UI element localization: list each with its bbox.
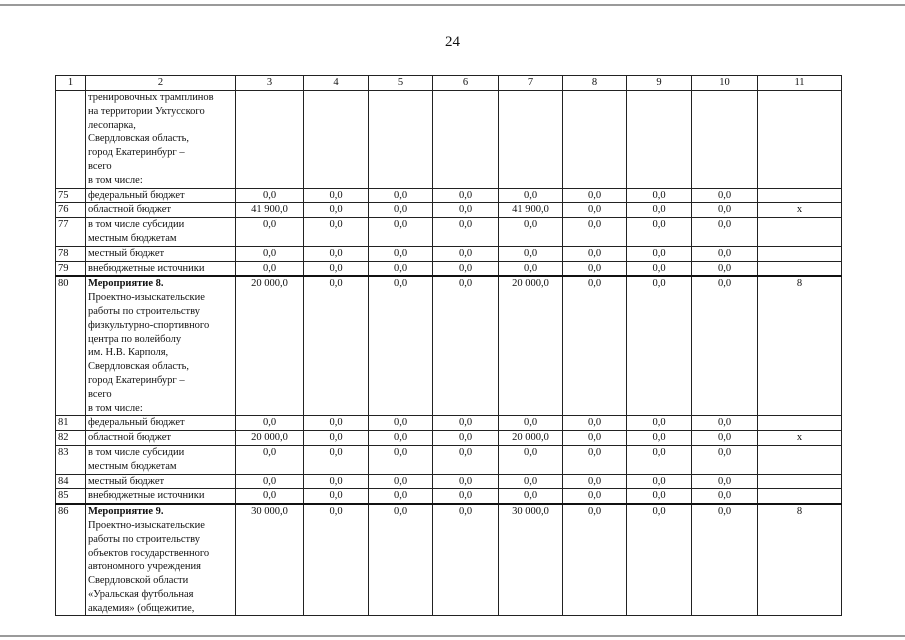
amount-cell: 0,0 — [499, 218, 563, 247]
amount-cell: 0,0 — [499, 188, 563, 203]
amount-cell — [627, 91, 692, 189]
target-indicator-cell — [758, 246, 842, 261]
amount-cell: 0,0 — [369, 203, 433, 218]
row-number: 77 — [56, 218, 86, 247]
target-indicator-cell — [758, 188, 842, 203]
target-indicator-cell: 8 — [758, 504, 842, 616]
target-indicator-cell — [758, 416, 842, 431]
amount-cell: 0,0 — [627, 445, 692, 474]
target-indicator-cell — [758, 445, 842, 474]
description-line: федеральный бюджет — [88, 189, 185, 201]
row-number: 80 — [56, 276, 86, 415]
amount-cell: 0,0 — [563, 474, 627, 489]
amount-cell: 0,0 — [369, 504, 433, 616]
amount-cell: 0,0 — [369, 416, 433, 431]
amount-cell: 20 000,0 — [236, 276, 304, 415]
amount-cell: 0,0 — [433, 276, 499, 415]
amount-cell: 0,0 — [433, 218, 499, 247]
amount-cell: 0,0 — [433, 489, 499, 504]
amount-cell: 0,0 — [304, 416, 369, 431]
row-description — [86, 416, 236, 431]
row-number: 86 — [56, 504, 86, 616]
amount-cell: 0,0 — [692, 504, 758, 616]
amount-cell: 0,0 — [433, 474, 499, 489]
table-row — [56, 203, 842, 218]
amount-cell: 0,0 — [499, 474, 563, 489]
amount-cell: 0,0 — [236, 416, 304, 431]
budget-table — [55, 75, 842, 616]
description-line: на территории Уктусского — [88, 105, 205, 117]
description-line: Проектно-изыскательские — [88, 292, 205, 304]
description-line: город Екатеринбург – — [88, 147, 185, 159]
amount-cell: 0,0 — [563, 218, 627, 247]
column-header: 6 — [433, 76, 499, 91]
amount-cell: 0,0 — [499, 261, 563, 276]
row-description — [86, 504, 236, 616]
description-line: в том числе субсидии — [88, 446, 185, 458]
table-body — [56, 91, 842, 616]
target-indicator-cell: х — [758, 431, 842, 446]
amount-cell: 0,0 — [627, 218, 692, 247]
row-description — [86, 91, 236, 189]
amount-cell: 41 900,0 — [499, 203, 563, 218]
description-line: лесопарка, — [88, 119, 136, 131]
target-indicator-cell — [758, 474, 842, 489]
column-header: 5 — [369, 76, 433, 91]
column-header: 7 — [499, 76, 563, 91]
amount-cell: 0,0 — [304, 218, 369, 247]
amount-cell: 0,0 — [563, 416, 627, 431]
amount-cell: 0,0 — [369, 474, 433, 489]
description-line: Свердловской области — [88, 575, 189, 587]
description-line: тренировочных трамплинов — [88, 92, 214, 103]
row-number: 78 — [56, 246, 86, 261]
description-line: работы по строительству — [88, 305, 200, 317]
row-number: 84 — [56, 474, 86, 489]
amount-cell: 0,0 — [563, 504, 627, 616]
amount-cell: 0,0 — [236, 445, 304, 474]
amount-cell — [433, 91, 499, 189]
description-line: областной бюджет — [88, 432, 171, 444]
table-row — [56, 504, 842, 616]
scan-bottom-edge — [0, 635, 905, 637]
target-indicator-cell — [758, 91, 842, 189]
table-row — [56, 246, 842, 261]
description-line: «Уральская футбольная — [88, 588, 194, 600]
amount-cell: 0,0 — [304, 504, 369, 616]
amount-cell: 0,0 — [433, 431, 499, 446]
row-number: 81 — [56, 416, 86, 431]
description-line: академия» (общежитие, — [88, 602, 195, 614]
column-header: 8 — [563, 76, 627, 91]
amount-cell: 0,0 — [304, 474, 369, 489]
amount-cell: 20 000,0 — [236, 431, 304, 446]
amount-cell: 0,0 — [627, 246, 692, 261]
amount-cell: 0,0 — [433, 416, 499, 431]
amount-cell: 0,0 — [563, 188, 627, 203]
amount-cell: 0,0 — [369, 218, 433, 247]
description-line: город Екатеринбург – — [88, 374, 185, 386]
description-line: внебюджетные источники — [88, 490, 205, 502]
description-line: автономного учреждения — [88, 561, 201, 573]
row-description — [86, 188, 236, 203]
description-line: в том числе: — [88, 402, 143, 414]
target-indicator-cell — [758, 218, 842, 247]
row-description — [86, 489, 236, 504]
amount-cell: 0,0 — [236, 246, 304, 261]
description-line: физкультурно-спортивного — [88, 319, 210, 331]
description-line: Проектно-изыскательские — [88, 519, 205, 531]
amount-cell: 0,0 — [369, 431, 433, 446]
amount-cell: 0,0 — [627, 504, 692, 616]
table-row — [56, 416, 842, 431]
amount-cell: 0,0 — [369, 445, 433, 474]
description-line: центра по волейболу — [88, 333, 182, 345]
amount-cell: 0,0 — [692, 261, 758, 276]
row-number — [56, 91, 86, 189]
description-line: работы по строительству — [88, 533, 200, 545]
column-header: 4 — [304, 76, 369, 91]
amount-cell — [692, 91, 758, 189]
amount-cell: 0,0 — [563, 261, 627, 276]
description-line: областной бюджет — [88, 204, 171, 216]
table-row — [56, 474, 842, 489]
table-row — [56, 188, 842, 203]
amount-cell: 0,0 — [563, 445, 627, 474]
column-header: 11 — [758, 76, 842, 91]
amount-cell: 0,0 — [692, 416, 758, 431]
amount-cell: 41 900,0 — [236, 203, 304, 218]
measure-title: Мероприятие 8. — [88, 278, 164, 290]
amount-cell: 0,0 — [304, 188, 369, 203]
table-row — [56, 489, 842, 504]
row-description — [86, 276, 236, 415]
target-indicator-cell: х — [758, 203, 842, 218]
amount-cell: 0,0 — [563, 203, 627, 218]
amount-cell: 0,0 — [236, 261, 304, 276]
amount-cell: 20 000,0 — [499, 431, 563, 446]
amount-cell: 0,0 — [236, 489, 304, 504]
amount-cell: 0,0 — [369, 489, 433, 504]
amount-cell: 0,0 — [627, 203, 692, 218]
amount-cell: 0,0 — [433, 246, 499, 261]
row-description — [86, 261, 236, 276]
amount-cell: 0,0 — [692, 203, 758, 218]
row-number: 76 — [56, 203, 86, 218]
amount-cell: 0,0 — [304, 261, 369, 276]
amount-cell: 0,0 — [692, 218, 758, 247]
amount-cell: 0,0 — [369, 276, 433, 415]
description-line: внебюджетные источники — [88, 262, 205, 274]
amount-cell: 0,0 — [627, 474, 692, 489]
description-line: федеральный бюджет — [88, 417, 185, 429]
amount-cell: 0,0 — [627, 431, 692, 446]
row-number: 79 — [56, 261, 86, 276]
row-description — [86, 445, 236, 474]
column-header: 10 — [692, 76, 758, 91]
amount-cell: 0,0 — [304, 276, 369, 415]
amount-cell: 0,0 — [304, 489, 369, 504]
description-line: местный бюджет — [88, 475, 165, 487]
table-row — [56, 261, 842, 276]
amount-cell: 0,0 — [236, 188, 304, 203]
amount-cell: 0,0 — [304, 246, 369, 261]
column-header: 1 — [56, 76, 86, 91]
amount-cell: 0,0 — [692, 474, 758, 489]
table-row — [56, 276, 842, 415]
amount-cell: 0,0 — [563, 431, 627, 446]
amount-cell: 0,0 — [692, 489, 758, 504]
description-line: всего — [88, 388, 112, 400]
description-line: объектов государственного — [88, 547, 210, 559]
description-line: в том числе: — [88, 174, 143, 186]
amount-cell: 0,0 — [236, 474, 304, 489]
description-line: Свердловская область, — [88, 361, 190, 373]
amount-cell: 0,0 — [304, 431, 369, 446]
measure-title: Мероприятие 9. — [88, 506, 164, 518]
row-number: 75 — [56, 188, 86, 203]
row-description — [86, 218, 236, 247]
amount-cell: 30 000,0 — [236, 504, 304, 616]
amount-cell: 0,0 — [563, 276, 627, 415]
amount-cell: 0,0 — [627, 489, 692, 504]
amount-cell: 0,0 — [369, 188, 433, 203]
table-row — [56, 218, 842, 247]
amount-cell: 0,0 — [369, 246, 433, 261]
description-line: местным бюджетам — [88, 232, 177, 244]
column-header: 3 — [236, 76, 304, 91]
row-number: 82 — [56, 431, 86, 446]
scan-top-edge — [0, 4, 905, 6]
amount-cell: 0,0 — [627, 276, 692, 415]
column-header: 9 — [627, 76, 692, 91]
amount-cell: 0,0 — [692, 445, 758, 474]
amount-cell: 0,0 — [433, 188, 499, 203]
amount-cell: 0,0 — [236, 218, 304, 247]
amount-cell: 0,0 — [304, 445, 369, 474]
description-line: им. Н.В. Карполя, — [88, 347, 169, 359]
amount-cell: 0,0 — [692, 246, 758, 261]
target-indicator-cell: 8 — [758, 276, 842, 415]
amount-cell: 20 000,0 — [499, 276, 563, 415]
amount-cell: 0,0 — [499, 246, 563, 261]
amount-cell: 0,0 — [304, 203, 369, 218]
amount-cell: 0,0 — [563, 489, 627, 504]
description-line: Свердловская область, — [88, 133, 190, 145]
table-row — [56, 91, 842, 189]
amount-cell: 0,0 — [433, 504, 499, 616]
amount-cell: 0,0 — [433, 445, 499, 474]
amount-cell: 0,0 — [692, 431, 758, 446]
amount-cell: 0,0 — [499, 445, 563, 474]
target-indicator-cell — [758, 261, 842, 276]
amount-cell: 0,0 — [627, 261, 692, 276]
target-indicator-cell — [758, 489, 842, 504]
amount-cell: 0,0 — [563, 246, 627, 261]
header-row — [56, 76, 842, 91]
description-line: всего — [88, 160, 112, 172]
description-line: местный бюджет — [88, 247, 165, 259]
row-description — [86, 246, 236, 261]
amount-cell — [369, 91, 433, 189]
amount-cell — [304, 91, 369, 189]
amount-cell: 0,0 — [627, 416, 692, 431]
amount-cell: 30 000,0 — [499, 504, 563, 616]
amount-cell: 0,0 — [433, 261, 499, 276]
row-number: 85 — [56, 489, 86, 504]
amount-cell: 0,0 — [433, 203, 499, 218]
amount-cell — [236, 91, 304, 189]
page-number: 24 — [445, 34, 460, 50]
row-description — [86, 431, 236, 446]
amount-cell: 0,0 — [692, 276, 758, 415]
row-number: 83 — [56, 445, 86, 474]
amount-cell — [499, 91, 563, 189]
amount-cell: 0,0 — [499, 416, 563, 431]
description-line: в том числе субсидии — [88, 219, 185, 231]
table-row — [56, 431, 842, 446]
table-row — [56, 445, 842, 474]
description-line: местным бюджетам — [88, 460, 177, 472]
column-header: 2 — [86, 76, 236, 91]
amount-cell: 0,0 — [499, 489, 563, 504]
row-description — [86, 474, 236, 489]
row-description — [86, 203, 236, 218]
amount-cell: 0,0 — [369, 261, 433, 276]
amount-cell — [563, 91, 627, 189]
amount-cell: 0,0 — [692, 188, 758, 203]
amount-cell: 0,0 — [627, 188, 692, 203]
